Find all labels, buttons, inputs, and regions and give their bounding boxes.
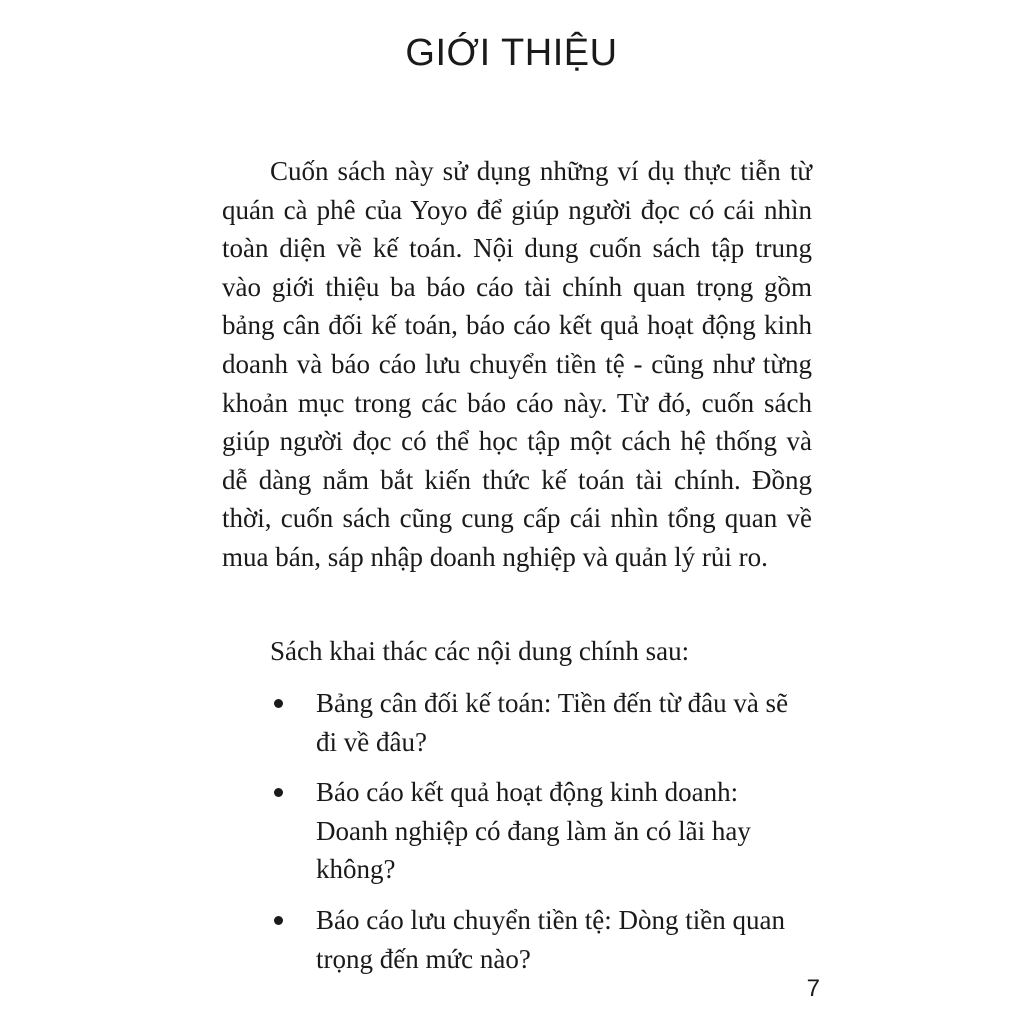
bullet-icon bbox=[274, 916, 283, 925]
page-number: 7 bbox=[806, 975, 820, 1002]
bullet-icon bbox=[274, 699, 283, 708]
list-item bbox=[270, 684, 810, 761]
intro-paragraph: Cuốn sách này sử dụng những ví dụ thực tiễn từ quán cà phê của Yoyo để giúp người đọc có cái nhìn toàn diện về kế toán. Nội dung cuốn sách tập trung vào giới thiệu ba báo cáo tài chính quan trọng gồm bảng cân đối kế toán, báo cáo kết quả hoạt động kinh doanh và báo cáo lưu chuyển tiền tệ - cũng như từng khoản mục trong các báo cáo này. Từ đó, cuốn sách giúp người đọc có thể học tập một cách hệ thống và dễ dàng nắm bắt kiến thức kế toán tài chính. Đồng thời, cuốn sách cũng cung cấp cái nhìn tổng quan về mua bán, sáp nhập doanh nghiệp và quản lý rủi ro. bbox=[222, 156, 812, 572]
list-item bbox=[270, 773, 810, 889]
page-title: GIỚI THIỆU bbox=[405, 32, 618, 74]
list-item-text: Báo cáo kết quả hoạt động kinh doanh: Doanh nghiệp có đang làm ăn có lãi hay không? bbox=[316, 777, 751, 885]
bullet-icon bbox=[274, 788, 283, 797]
content-list bbox=[270, 684, 810, 990]
list-item-text: Bảng cân đối kế toán: Tiền đến từ đâu và sẽ đi về đâu? bbox=[316, 688, 789, 757]
list-intro: Sách khai thác các nội dung chính sau: bbox=[270, 636, 690, 666]
list-item-text: Báo cáo lưu chuyển tiền tệ: Dòng tiền quan trọng đến mức nào? bbox=[316, 904, 786, 974]
list-item bbox=[270, 901, 810, 978]
